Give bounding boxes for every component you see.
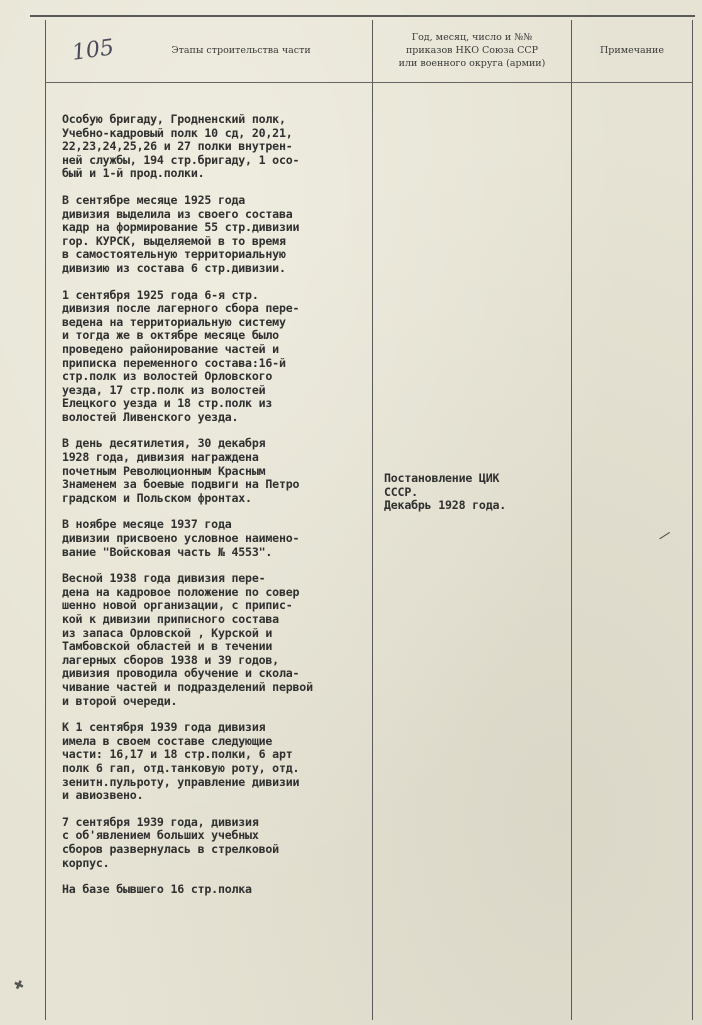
page-number: 105: [70, 35, 116, 66]
table-right-border: [692, 20, 693, 1020]
stages-paragraph: К 1 сентября 1939 года дивизия имела в своем составе следующие части: 16,17 и 18 стр.полки, 6 арт полк 6 гап, отд.танковую роту, отд. зенитн.пульроту, управление дивизии и авиозвено.: [62, 720, 300, 803]
header-stages: [110, 20, 372, 80]
table-left-border: [45, 20, 46, 1020]
stages-paragraph: На базе бывшего 16 стр.полка: [62, 882, 252, 897]
header-orders: [374, 20, 570, 80]
stages-paragraph: В ноябре месяце 1937 года дивизии присвоено условное наимено- вание "Войсковая часть № 4553".: [62, 517, 300, 559]
stages-paragraph: Особую бригаду, Гродненский полк, Учебно-кадровый полк 10 сд, 20,21, 22,23,24,25,26 и 27 полки внутрен- ней службы, 194 стр.бригаду, 1 осо- бый и 1-й прод.полки.: [62, 112, 300, 181]
header-stages-text: Этапы строительства части: [171, 44, 311, 56]
orders-entry: Постановление ЦИК СССР. Декабрь 1928 года.: [384, 471, 507, 513]
header-notes: [573, 20, 691, 80]
stages-paragraph: В сентябре месяце 1925 года дивизия выделила из своего состава кадр на формирование 55 стр.дивизии гор. КУРСК, выделяемой в то время в самостоятельную территориальную дивизию из состава 6 стр.дивизии.: [62, 192, 300, 275]
stages-paragraph: 7 сентября 1939 года, дивизия с об'явлением больших учебных сборов развернулась в стрелковой корпус.: [62, 814, 279, 870]
top-rule: [30, 15, 695, 17]
stages-paragraph: Весной 1938 года дивизия пере- дена на кадровое положение по совер шенно новой организации, с припис- кой к дивизии приписного состава из запаса Орловской , Курской и Тамбовской областей и в течении лагерных сборов 1938 и 39 годов, дивизия проводила обучение и сколa- чивание частей и подразделений первой и второй очереди.: [62, 571, 313, 708]
header-notes-text: Примечание: [600, 44, 664, 56]
pencil-tick-mark: ∕: [657, 528, 672, 544]
column-divider-2: [571, 20, 572, 1020]
stages-paragraph: В день десятилетия, 30 декабря 1928 года, дивизия награждена почетным Революционным Красным Знаменем за боевые подвиги на Петро градском и Польском фронтах.: [62, 436, 300, 505]
stages-column-text: [62, 113, 374, 910]
stages-paragraph: 1 сентября 1925 года 6-я стр. дивизия после лагерного сбора пере- ведена на территориальную систему и тогда же в октябре месяце было проведено районирование частей и приписка переменного состава:16-й стр.полк из волостей Орловского уезда, 17 стр.полк из волостей Елецкого уезда и 18 стр.полк из волостей Ливенского уезда.: [62, 287, 300, 424]
margin-mark: ✖: [11, 976, 27, 994]
header-orders-text: Год, месяц, число и №№ приказов НКО Союза ССР или военного округа (армии): [398, 31, 546, 69]
header-rule: [45, 82, 693, 83]
